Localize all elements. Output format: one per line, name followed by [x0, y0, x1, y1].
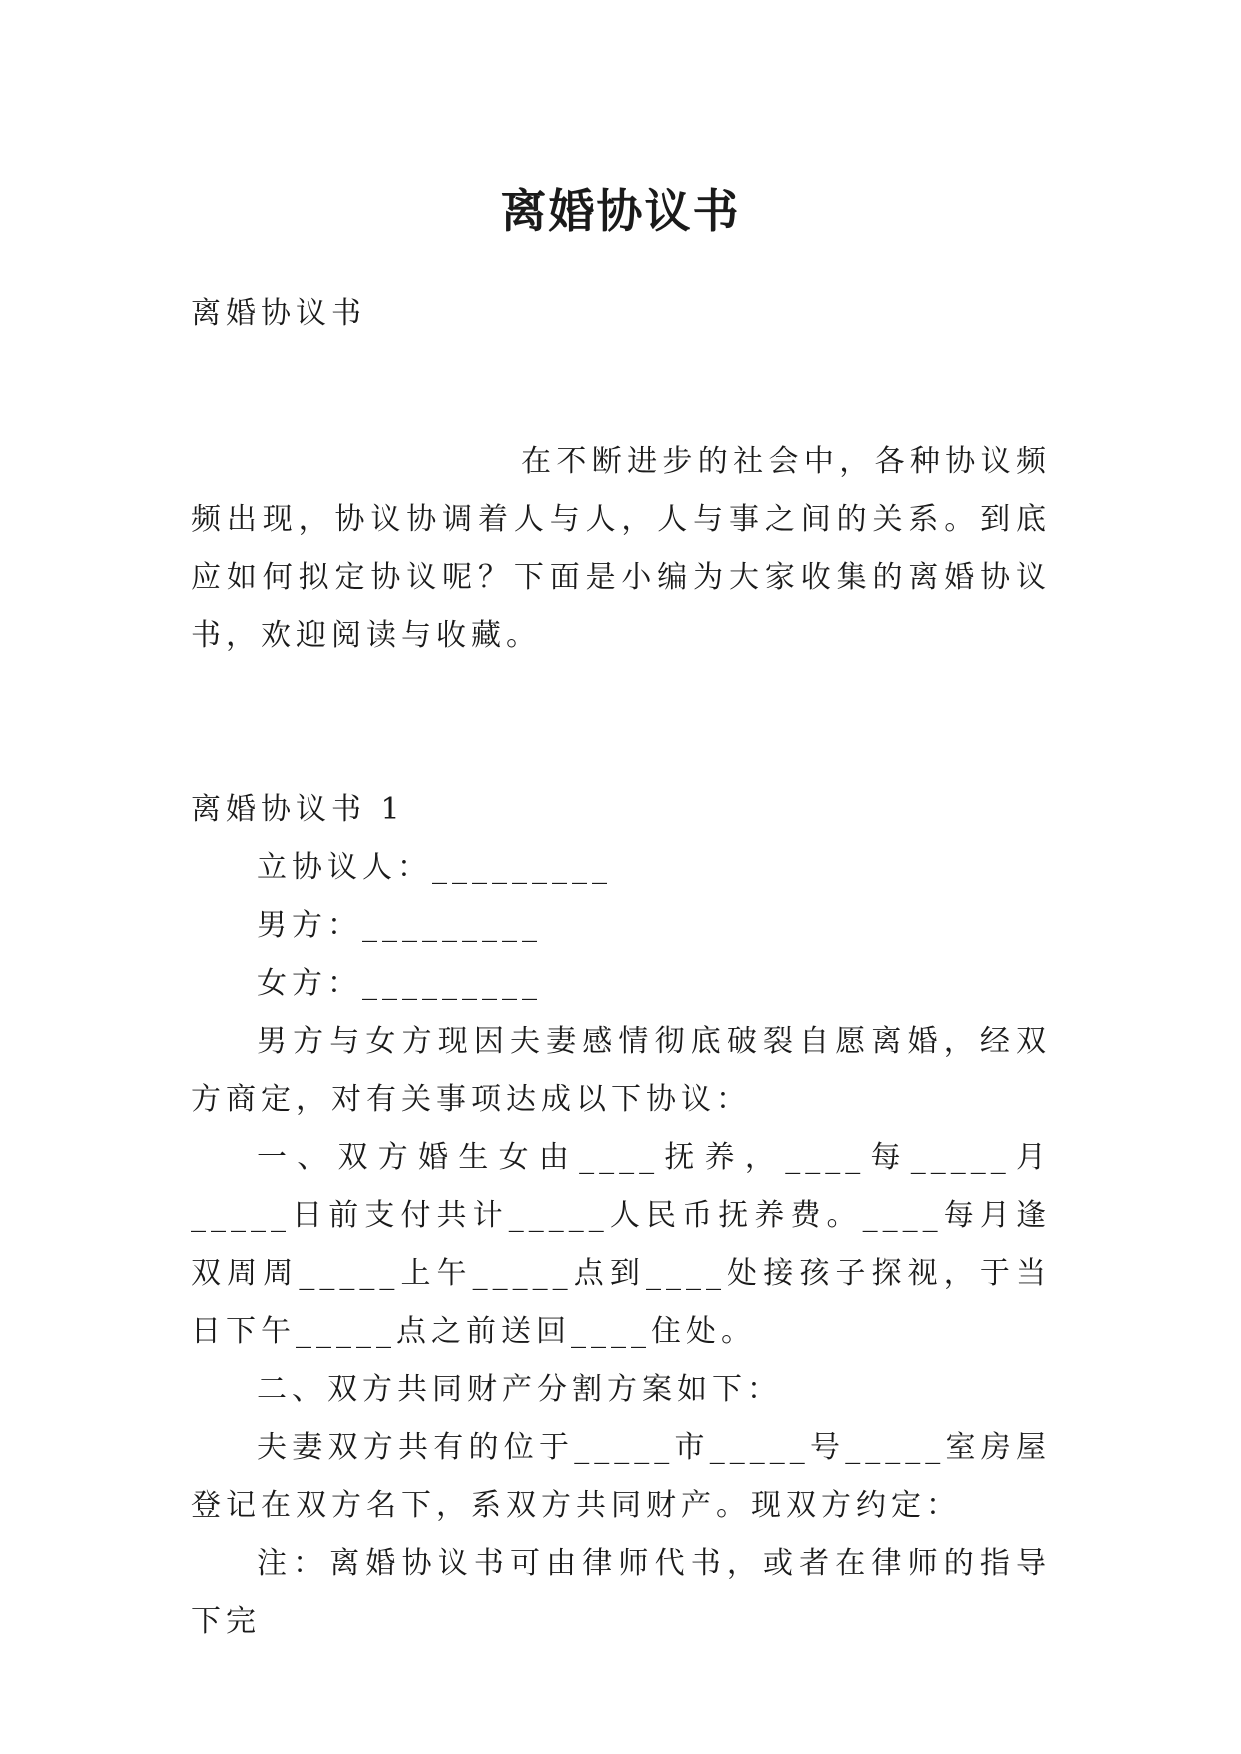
intro-paragraph: 在不断进步的社会中，各种协议频频出现，协议协调着人与人，人与事之间的关系。到底应如何拟定协议呢？下面是小编为大家收集的离婚协议书，欢迎阅读与收藏。: [191, 444, 1051, 653]
document-subtitle: 离婚协议书: [191, 296, 366, 331]
female-party-line: 女方：_________: [257, 966, 542, 1001]
spacer: [191, 343, 1051, 433]
spacer: [191, 665, 1051, 781]
document-title: 离婚协议书: [500, 183, 741, 238]
agreement-intro-paragraph: 男方与女方现因夫妻感情彻底破裂自愿离婚，经双方商定，对有关事项达成以下协议：: [191, 1024, 1051, 1117]
note-paragraph: 注：离婚协议书可由律师代书，或者在律师的指导下完: [191, 1546, 1051, 1639]
clause-two-heading: 二、双方共同财产分割方案如下：: [257, 1372, 782, 1407]
male-party-line: 男方：_________: [257, 908, 542, 943]
clause-one-paragraph: 一、双方婚生女由____抚养，____每_____月_____日前支付共计_____人民币抚养费。____每月逢双周周_____上午_____点到____处接孩子探视，于当日下午_____点之前送回____住处。: [191, 1140, 1051, 1349]
property-paragraph: 夫妻双方共有的位于_____市_____号_____室房屋登记在双方名下，系双方共同财产。现双方约定：: [191, 1430, 1051, 1523]
section-heading: 离婚协议书 1: [191, 792, 405, 827]
party-line: 立协议人：_________: [257, 850, 612, 885]
document-body: [191, 285, 1051, 1651]
